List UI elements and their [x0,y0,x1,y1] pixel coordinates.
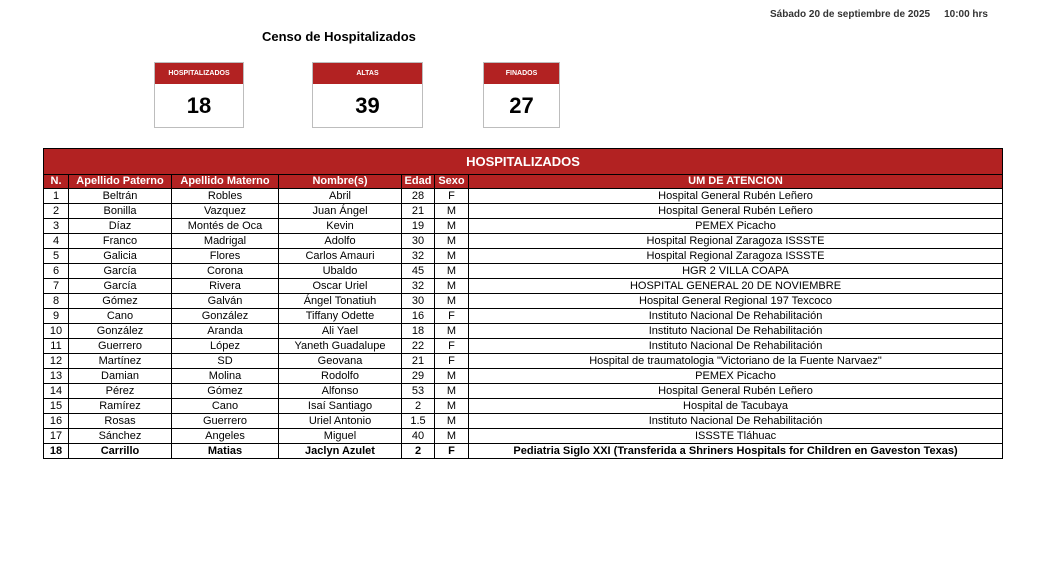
card-value: 39 [355,93,380,118]
cell-apellido-materno: Guerrero [172,414,279,429]
cell-sexo: F [435,309,469,324]
cell-n: 3 [44,219,69,234]
cell-sexo: F [435,354,469,369]
cell-um-atencion: HOSPITAL GENERAL 20 DE NOVIEMBRE [469,279,1003,294]
date-text: Sábado 20 de septiembre de 2025 [770,9,931,20]
cell-edad: 1.5 [402,414,435,429]
cell-apellido-paterno: Martínez [69,354,172,369]
card-value: 18 [186,93,212,118]
cell-apellido-paterno: Damian [69,369,172,384]
cell-apellido-materno: Gómez [172,384,279,399]
cell-um-atencion: ISSSTE Tláhuac [469,429,1003,444]
cell-apellido-materno: Angeles [172,429,279,444]
card-finados [483,62,560,128]
cell-um-atencion: Hospital General Regional 197 Texcoco [469,294,1003,309]
cell-nombres: Ali Yael [279,324,402,339]
cell-nombres: Uriel Antonio [279,414,402,429]
page-title: Censo de Hospitalizados [262,29,416,44]
cell-sexo: M [435,279,469,294]
cell-n: 7 [44,279,69,294]
cell-sexo: F [435,444,469,459]
cell-n: 17 [44,429,69,444]
table-row [44,384,1003,399]
cell-apellido-paterno: Galicia [69,249,172,264]
cell-apellido-paterno: García [69,264,172,279]
cell-nombres: Ángel Tonatiuh [279,294,402,309]
col-sexo: Sexo [435,175,469,189]
cell-nombres: Oscar Uriel [279,279,402,294]
table-row [44,264,1003,279]
cell-edad: 28 [402,189,435,204]
cell-edad: 32 [402,249,435,264]
cell-nombres: Adolfo [279,234,402,249]
cell-nombres: Yaneth Guadalupe [279,339,402,354]
cell-um-atencion: PEMEX Picacho [469,219,1003,234]
cell-sexo: M [435,429,469,444]
column-header-row [44,175,1003,189]
cell-edad: 2 [402,399,435,414]
cell-apellido-paterno: Gómez [69,294,172,309]
cell-apellido-materno: Cano [172,399,279,414]
cell-sexo: M [435,399,469,414]
cell-apellido-materno: Montés de Oca [172,219,279,234]
cell-nombres: Abril [279,189,402,204]
cell-apellido-paterno: Pérez [69,384,172,399]
cell-sexo: M [435,384,469,399]
table-row [44,294,1003,309]
cell-edad: 21 [402,204,435,219]
cell-n: 14 [44,384,69,399]
col-apellido-materno: Apellido Materno [172,175,279,189]
cell-apellido-materno: Matias [172,444,279,459]
cell-apellido-materno: Rivera [172,279,279,294]
table-row [44,339,1003,354]
table-title: HOSPITALIZADOS [44,149,1003,175]
card-value: 27 [509,93,534,118]
cell-apellido-materno: López [172,339,279,354]
cell-nombres: Alfonso [279,384,402,399]
cell-edad: 29 [402,369,435,384]
cell-sexo: M [435,264,469,279]
card-hospitalizados [154,62,244,128]
cell-um-atencion: Hospital General Rubén Leñero [469,204,1003,219]
cell-um-atencion: Hospital Regional Zaragoza ISSSTE [469,234,1003,249]
cell-apellido-paterno: Guerrero [69,339,172,354]
cell-apellido-materno: Flores [172,249,279,264]
cell-sexo: F [435,189,469,204]
cell-apellido-paterno: García [69,279,172,294]
cell-um-atencion: HGR 2 VILLA COAPA [469,264,1003,279]
table-row [44,204,1003,219]
cell-n: 13 [44,369,69,384]
cell-um-atencion: Hospital de Tacubaya [469,399,1003,414]
cell-um-atencion: Hospital General Rubén Leñero [469,189,1003,204]
card-altas [312,62,423,128]
table-row [44,279,1003,294]
cell-n: 15 [44,399,69,414]
table-row [44,354,1003,369]
cell-um-atencion: Instituto Nacional De Rehabilitación [469,339,1003,354]
cell-edad: 45 [402,264,435,279]
cell-n: 4 [44,234,69,249]
card-label: ALTAS [313,63,422,84]
cell-apellido-paterno: Díaz [69,219,172,234]
cell-sexo: M [435,369,469,384]
cell-nombres: Juan Ángel [279,204,402,219]
cell-um-atencion: Hospital Regional Zaragoza ISSSTE [469,249,1003,264]
cell-edad: 22 [402,339,435,354]
table-row [44,414,1003,429]
cell-edad: 30 [402,234,435,249]
cell-nombres: Isaí Santiago [279,399,402,414]
cell-n: 2 [44,204,69,219]
cell-edad: 40 [402,429,435,444]
cell-sexo: M [435,234,469,249]
report-date [770,9,988,20]
cell-um-atencion: Instituto Nacional De Rehabilitación [469,414,1003,429]
cell-edad: 30 [402,294,435,309]
cell-nombres: Jaclyn Azulet [279,444,402,459]
cell-n: 11 [44,339,69,354]
table-row [44,249,1003,264]
cell-apellido-materno: Galván [172,294,279,309]
table-row [44,309,1003,324]
cell-nombres: Carlos Amauri [279,249,402,264]
table-row [44,444,1003,459]
cell-nombres: Rodolfo [279,369,402,384]
cell-apellido-materno: Corona [172,264,279,279]
cell-um-atencion: Instituto Nacional De Rehabilitación [469,324,1003,339]
cell-um-atencion: PEMEX Picacho [469,369,1003,384]
table-row [44,324,1003,339]
time-text: 10:00 hrs [944,9,988,20]
cell-nombres: Kevin [279,219,402,234]
cell-n: 5 [44,249,69,264]
cell-sexo: F [435,339,469,354]
table-row [44,429,1003,444]
cell-edad: 32 [402,279,435,294]
cell-n: 8 [44,294,69,309]
cell-apellido-materno: Robles [172,189,279,204]
cell-apellido-paterno: Bonilla [69,204,172,219]
table-row [44,369,1003,384]
cell-nombres: Geovana [279,354,402,369]
cell-apellido-materno: Madrigal [172,234,279,249]
cell-apellido-paterno: Cano [69,309,172,324]
cell-edad: 16 [402,309,435,324]
cell-nombres: Ubaldo [279,264,402,279]
census-table [43,148,1003,459]
cell-nombres: Miguel [279,429,402,444]
cell-n: 1 [44,189,69,204]
cell-apellido-paterno: Rosas [69,414,172,429]
cell-apellido-materno: Aranda [172,324,279,339]
cell-sexo: M [435,414,469,429]
cell-apellido-paterno: Carrillo [69,444,172,459]
cell-n: 18 [44,444,69,459]
col-edad: Edad [402,175,435,189]
cell-sexo: M [435,204,469,219]
cell-n: 10 [44,324,69,339]
cell-um-atencion: Pediatria Siglo XXI (Transferida a Shriners Hospitals for Children en Gaveston Texas) [469,444,1003,459]
cell-sexo: M [435,294,469,309]
col-um-atencion: UM DE ATENCION [469,175,1003,189]
cell-um-atencion: Hospital General Rubén Leñero [469,384,1003,399]
col-nombres: Nombre(s) [279,175,402,189]
cell-nombres: Tiffany Odette [279,309,402,324]
cell-apellido-paterno: Sánchez [69,429,172,444]
cell-sexo: M [435,324,469,339]
cell-edad: 18 [402,324,435,339]
cell-apellido-paterno: Franco [69,234,172,249]
cell-edad: 19 [402,219,435,234]
cell-n: 9 [44,309,69,324]
cell-edad: 53 [402,384,435,399]
cell-apellido-materno: González [172,309,279,324]
cell-apellido-paterno: Ramírez [69,399,172,414]
cell-apellido-paterno: Beltrán [69,189,172,204]
cell-edad: 2 [402,444,435,459]
cell-sexo: M [435,219,469,234]
table-row [44,234,1003,249]
cell-n: 12 [44,354,69,369]
table-row [44,189,1003,204]
cell-n: 6 [44,264,69,279]
col-n: N. [44,175,69,189]
cell-um-atencion: Hospital de traumatologia "Victoriano de la Fuente Narvaez" [469,354,1003,369]
card-label: FINADOS [484,63,559,84]
card-label: HOSPITALIZADOS [155,63,243,84]
cell-apellido-materno: Molina [172,369,279,384]
cell-apellido-paterno: González [69,324,172,339]
col-apellido-paterno: Apellido Paterno [69,175,172,189]
cell-apellido-materno: SD [172,354,279,369]
table-row [44,399,1003,414]
table-row [44,219,1003,234]
cell-edad: 21 [402,354,435,369]
cell-um-atencion: Instituto Nacional De Rehabilitación [469,309,1003,324]
cell-sexo: M [435,249,469,264]
cell-apellido-materno: Vazquez [172,204,279,219]
cell-n: 16 [44,414,69,429]
